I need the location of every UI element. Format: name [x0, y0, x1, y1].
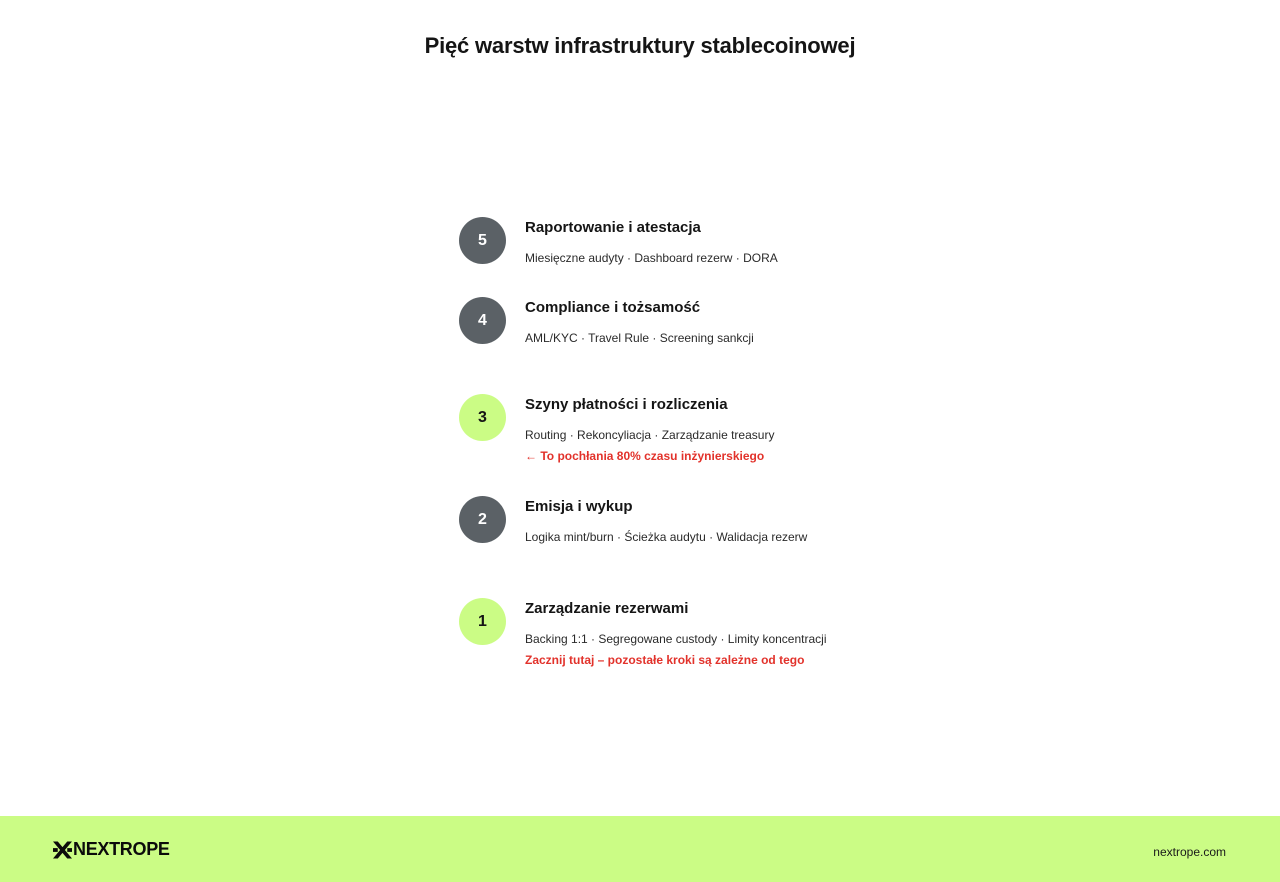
layer-title: Emisja i wykup	[525, 498, 633, 515]
layer-number-badge: 3	[459, 394, 506, 441]
footer-bar	[0, 816, 1280, 882]
brand-logo[interactable]	[53, 839, 170, 860]
layer-number-badge: 1	[459, 598, 506, 645]
layer-details: AML/KYC · Travel Rule · Screening sankcji	[525, 331, 754, 345]
x-mark-icon	[53, 841, 72, 859]
layer-title: Raportowanie i atestacja	[525, 219, 701, 236]
layer-number-badge: 5	[459, 217, 506, 264]
brand-name: NEXTROPE	[73, 839, 170, 859]
layer-details: Routing · Rekoncyliacja · Zarządzanie treasury	[525, 428, 775, 442]
layer-highlight-note: ← To pochłania 80% czasu inżynierskiego	[525, 449, 765, 463]
layer-details: Backing 1:1 · Segregowane custody · Limity koncentracji	[525, 632, 827, 646]
layer-number-badge: 4	[459, 297, 506, 344]
website-link[interactable]: nextrope.com	[1153, 845, 1226, 859]
layer-highlight-note: Zacznij tutaj – pozostałe kroki są zależne od tego	[525, 653, 805, 667]
layer-title: Szyny płatności i rozliczenia	[525, 396, 728, 413]
layer-title: Zarządzanie rezerwami	[525, 600, 689, 617]
layer-details: Logika mint/burn · Ścieżka audytu · Walidacja rezerw	[525, 530, 808, 544]
layer-details: Miesięczne audyty · Dashboard rezerw · DORA	[525, 251, 778, 265]
layer-number-badge: 2	[459, 496, 506, 543]
page-title: Pięć warstw infrastruktury stablecoinowej	[424, 33, 856, 58]
layer-title: Compliance i tożsamość	[525, 299, 701, 316]
